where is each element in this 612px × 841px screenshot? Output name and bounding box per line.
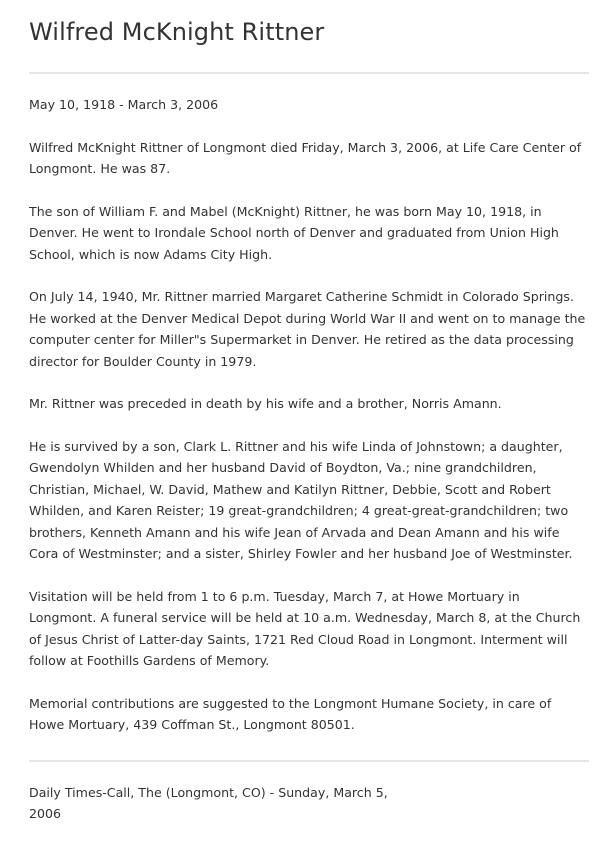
page-title: Wilfred McKnight Rittner <box>29 18 325 46</box>
obituary-content <box>29 94 589 736</box>
paragraph-early-life: The son of William F. and Mabel (McKnight) Rittner, he was born May 10, 1918, in Denver. He went to Irondale School north of Denver and graduated from Union High School, which is now Adams City High. <box>29 203 559 262</box>
paragraph-survivors: He is survived by a son, Clark L. Rittner and his wife Linda of Johnstown; a daughter, Gwendolyn Whilden and her husband David of Boydton, Va.; nine grandchildren, Christian, Michael, W. David, Mathew and Katilyn Rittner, Debbie, Scott and Robert Whilden, and Karen Reister; 19 great-grandchildren; 4 great-great-grandchildren; two brothers, Kenneth Amann and his wife Jean of Arvada and Dean Amann and his wife Cora of Westminster; and a sister, Shirley Fowler and her husband Joe of Westminster. <box>29 438 573 561</box>
divider-top <box>29 72 589 74</box>
divider-bottom <box>29 760 589 762</box>
paragraph-death-notice: Wilfred McKnight Rittner of Longmont died Friday, March 3, 2006, at Life Care Center of Longmont. He was 87. <box>29 139 582 176</box>
paragraph-preceded: Mr. Rittner was preceded in death by his wife and a brother, Norris Amann. <box>29 396 502 411</box>
paragraph-services: Visitation will be held from 1 to 6 p.m. Tuesday, March 7, at Howe Mortuary in Longmont. A funeral service will be held at 10 a.m. Wednesday, March 8, at the Church of Jesus Christ of Latter-day Saints, 1721 Red Cloud Road in Longmont. Interment will follow at Foothills Gardens of Memory. <box>29 588 581 668</box>
paragraph-memorials: Memorial contributions are suggested to the Longmont Humane Society, in care of Howe Mortuary, 439 Coffman St., Longmont 80501. <box>29 695 552 732</box>
publication-source: Daily Times-Call, The (Longmont, CO) - Sunday, March 5, 2006 <box>29 784 388 821</box>
paragraph-marriage-career: On July 14, 1940, Mr. Rittner married Margaret Catherine Schmidt in Colorado Springs. He worked at the Denver Medical Depot during World War II and went on to manage the computer center for Miller"s Supermarket in Denver. He retired as the data processing director for Boulder County in 1979. <box>29 289 586 369</box>
life-dates: May 10, 1918 - March 3, 2006 <box>29 97 219 112</box>
obituary-page <box>29 0 589 825</box>
